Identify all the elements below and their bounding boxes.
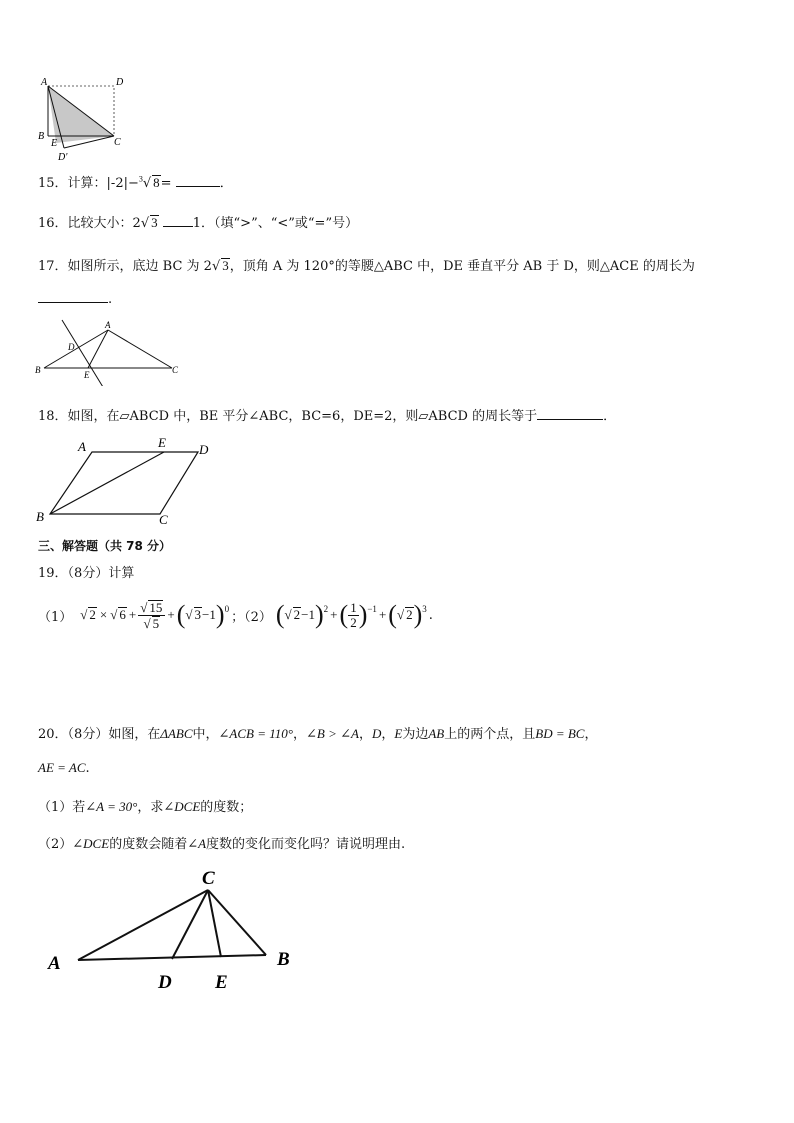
question-17: 17．如图所示，底边 BC 为 2√ 3，顶角 A 为 120°的等腰△ABC 中，DE 垂直平分 AB 于 D，则△ACE 的周长为 <box>38 258 695 274</box>
figure-isosceles-triangle <box>32 316 182 386</box>
figure-rectangle-fold <box>34 72 134 164</box>
label-d: D <box>158 972 172 993</box>
label-e: E <box>158 435 166 450</box>
question-20-part-2: （2）∠DCE的度数会随着∠A度数的变化而变化吗？请说明理由. <box>38 836 406 852</box>
question-19-title: 19．（8分）计算 <box>38 566 135 581</box>
answer-blank-16[interactable] <box>163 226 193 227</box>
question-19-expressions: （1） √ 2 × √ 6 + $\frac{√ 15}{√ 5}$ + ( √ 3−1 ) 0 ；（2） ( √ 2−1 ) 2 + ( $\frac{1}{2}$ ) −1 + ( √ 2 ) 3 . <box>38 599 433 631</box>
label-b: B <box>36 509 44 524</box>
label-d-prime: D' <box>58 152 68 163</box>
label-c: C <box>172 365 179 375</box>
fraction-one-half: $\frac{1}{2}$ <box>350 599 357 630</box>
label-b: B <box>277 949 290 970</box>
label-b: B <box>35 365 41 375</box>
answer-blank-17[interactable] <box>38 302 108 303</box>
label-d: D <box>199 442 209 457</box>
question-15: 15．计算：|-2|−$^3$√ 8= ． <box>38 174 233 191</box>
question-18: 18．如图，在▱ABCD 中，BE 平分∠ABC，BC=6，DE=2，则▱ABCD 的周长等于 ． <box>38 409 617 424</box>
question-20-line-2: AE = AC. <box>38 760 90 776</box>
label-d: D <box>68 342 75 352</box>
question-20-line-1: 20．（8分）如图，在ΔABC中，∠ACB = 110°，∠B > ∠A，D，E为边AB上的两个点，且BD = BC， <box>38 726 598 742</box>
label-e: E <box>51 138 58 149</box>
label-c: C <box>202 868 215 889</box>
question-16: 16．比较大小：2√ 3 1．（填“>”、“<”或“=”号） <box>38 215 359 231</box>
label-b: B <box>38 131 45 142</box>
label-a: A <box>105 320 111 330</box>
label-c: C <box>159 512 168 527</box>
label-d: D <box>116 77 124 88</box>
figure-triangle-abc <box>40 862 310 996</box>
label-c: C <box>114 137 121 148</box>
label-e: E <box>215 972 228 993</box>
section-title: 三、解答题（共 78 分） <box>38 539 172 553</box>
label-a: A <box>48 953 61 974</box>
question-17-answer: . <box>38 292 112 307</box>
fraction-sqrt15-over-sqrt5: $\frac{√ 15}{√ 5}$ <box>138 600 165 630</box>
answer-blank-18[interactable] <box>537 419 603 420</box>
label-a: A <box>41 77 48 88</box>
label-e: E <box>84 370 90 380</box>
answer-blank-15[interactable] <box>176 186 220 187</box>
question-20-part-1: （1）若∠A = 30°，求∠DCE的度数； <box>38 799 253 815</box>
label-a: A <box>78 439 86 454</box>
figure-parallelogram <box>32 434 222 528</box>
